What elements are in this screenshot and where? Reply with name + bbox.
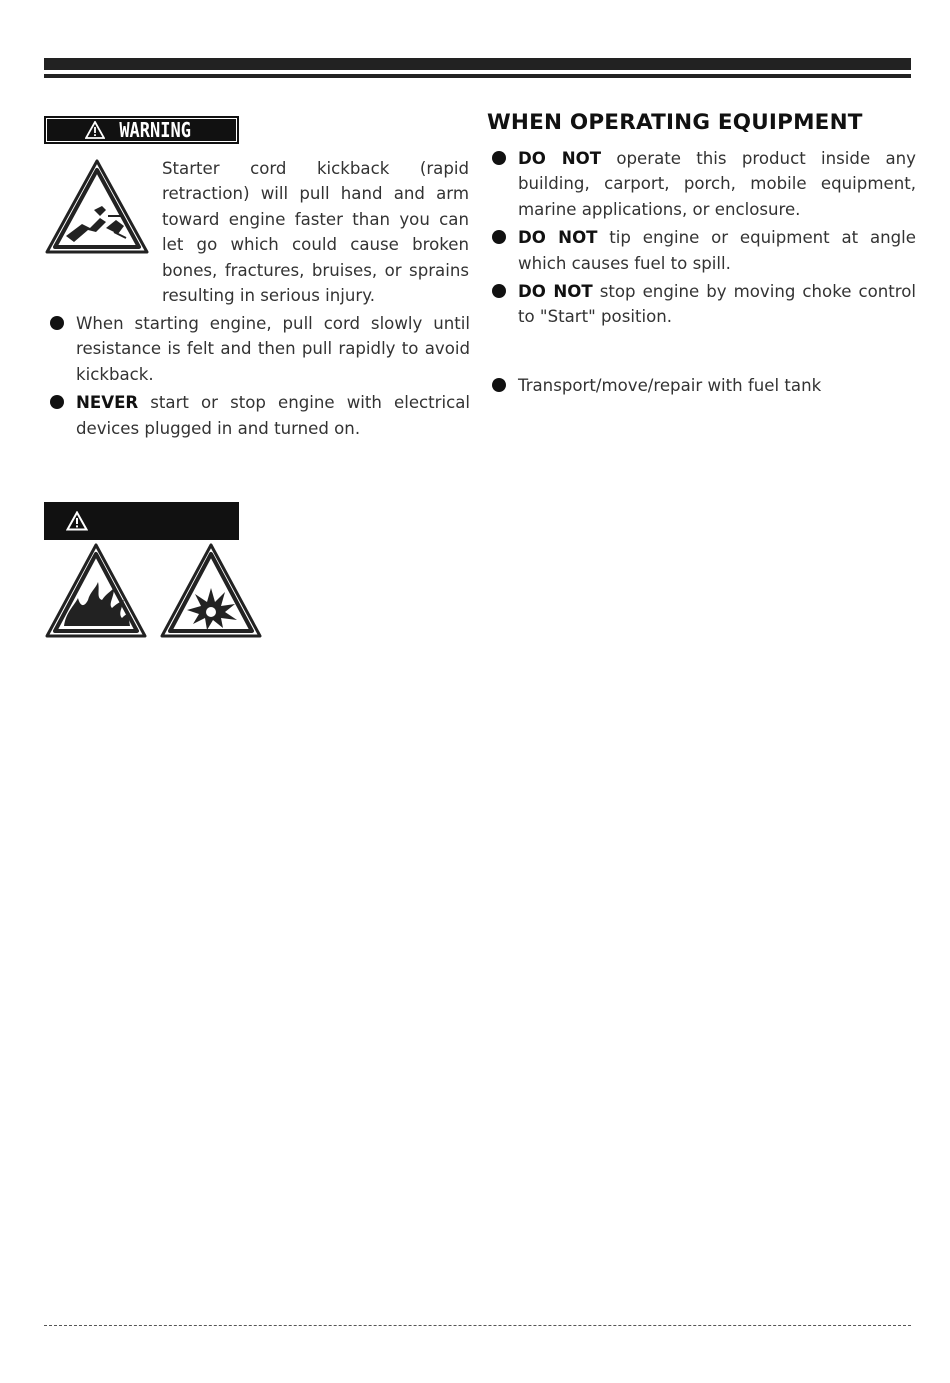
bullet-icon [50, 316, 64, 330]
bullet-icon [492, 151, 506, 165]
header-rule [44, 74, 911, 78]
bullet-icon [492, 230, 506, 244]
left-bullet-list [50, 311, 470, 441]
list-item-text: stop engine by moving choke control to "Start" position. [518, 282, 916, 327]
kickback-warning-text: Starter cord kickback (rapid retraction) will pull hand and arm toward engine faster than you can let go which could cause broken bones, fractures, bruises, or sprains resulting in serious injury. [162, 159, 469, 306]
footer-rule [44, 1325, 911, 1326]
list-item [492, 225, 916, 276]
warning-label-text: WARNING [119, 118, 192, 142]
list-item-text: start or stop engine with electrical devices plugged in and turned on. [76, 393, 470, 438]
fire-hazard-icon [44, 542, 148, 640]
explosion-hazard-icon [159, 542, 263, 640]
alert-triangle-icon [66, 511, 88, 531]
list-item-text: Transport/move/repair with fuel tank [518, 375, 822, 395]
list-item [50, 390, 470, 441]
list-item [492, 279, 916, 330]
header-bar [44, 58, 911, 70]
list-item-emphasis: DO NOT [518, 149, 602, 168]
list-item-text: operate this product inside any building, carport, porch, mobile equipment, marine applications, or enclosure. [518, 149, 916, 219]
list-item-emphasis: DO NOT [518, 228, 598, 248]
warning-label [44, 116, 239, 144]
right-bullet-list [492, 146, 916, 398]
list-item [492, 373, 916, 398]
list-item-emphasis: NEVER [76, 393, 139, 413]
list-item [492, 146, 916, 222]
list-item-emphasis: DO NOT [518, 282, 593, 302]
list-item [50, 311, 470, 387]
list-item-text: When starting engine, pull cord slowly until resistance is felt and then pull rapidly to avoid kickback. [76, 314, 470, 384]
alert-triangle-icon [85, 121, 105, 139]
bullet-icon [492, 284, 506, 298]
list-item-text: tip engine or equipment at angle which causes fuel to spill. [518, 228, 916, 273]
bullet-icon [492, 378, 506, 392]
starter-cord-kickback-warning-icon [44, 158, 150, 256]
bullet-icon [50, 395, 64, 409]
section-heading: WHEN OPERATING EQUIPMENT [487, 110, 863, 135]
danger-label [44, 502, 239, 540]
